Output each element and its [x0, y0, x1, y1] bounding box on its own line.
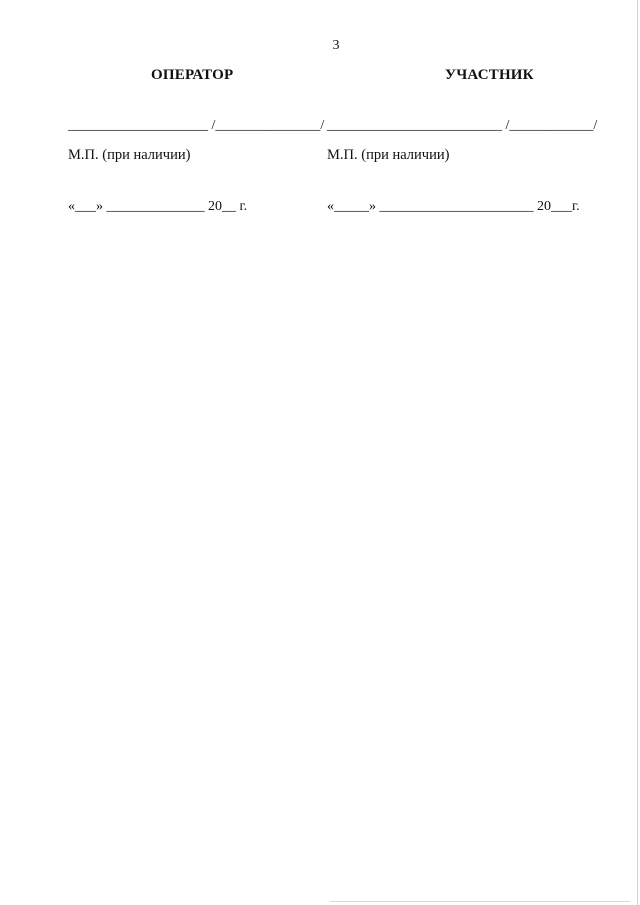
participant-signature-line: _________________________ /____________/	[327, 118, 598, 133]
participant-stamp-note: М.П. (при наличии)	[327, 147, 450, 163]
operator-stamp-note: М.П. (при наличии)	[68, 147, 191, 163]
operator-signature-line: ____________________ /_______________/	[68, 118, 325, 133]
operator-date-line: «___» ______________ 20__ г.	[68, 199, 248, 214]
participant-heading: УЧАСТНИК	[445, 67, 534, 83]
operator-heading: ОПЕРАТОР	[151, 67, 234, 83]
page-edge-right	[637, 0, 638, 905]
page-number: 3	[332, 38, 340, 53]
page-edge-bottom	[330, 901, 630, 902]
participant-date-line: «_____» ______________________ 20___г.	[327, 199, 580, 214]
